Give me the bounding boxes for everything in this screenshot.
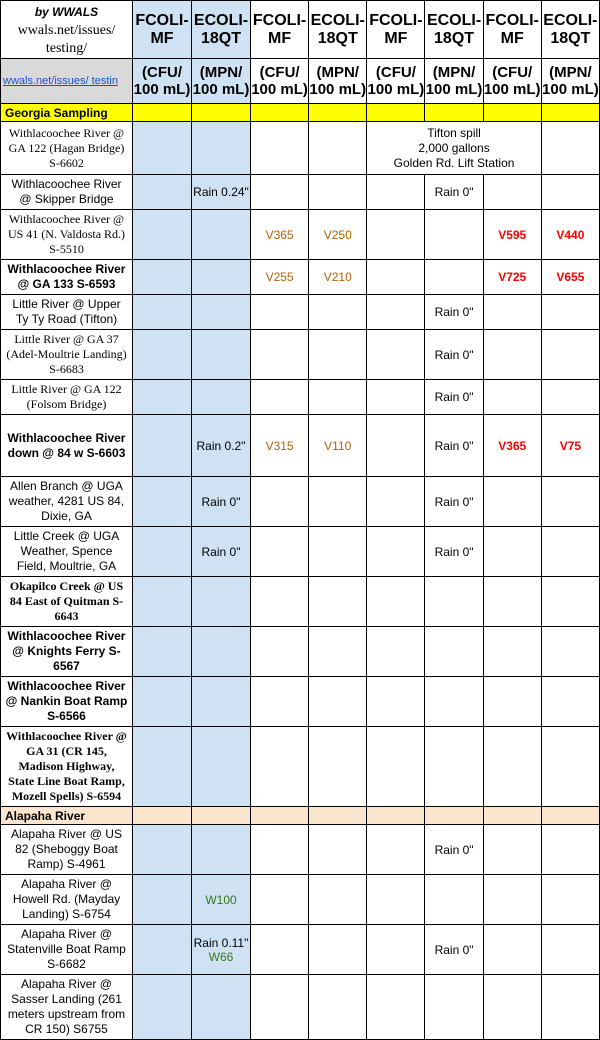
sample-value: V365	[265, 227, 294, 242]
value-cell	[133, 627, 192, 677]
col-header-1	[133, 1, 192, 59]
site-name: Withlacoochee River @ Knights Ferry S-6567	[1, 627, 133, 677]
value-cell	[251, 627, 309, 677]
value-cell	[251, 677, 309, 727]
col-header-6	[425, 1, 483, 59]
col-header-4	[309, 1, 367, 59]
value-cell	[133, 577, 192, 627]
col-label-7: FCOLI- MF	[485, 11, 539, 47]
value-cell	[483, 825, 541, 875]
table-row	[1, 627, 600, 677]
value-cell	[251, 577, 309, 627]
rain-value: Rain 0.2"	[196, 438, 246, 453]
value-cell	[192, 330, 251, 380]
value-cell	[192, 577, 251, 627]
value-cell	[192, 175, 251, 210]
value-cell	[133, 677, 192, 727]
rain-value: Rain 0"	[434, 544, 474, 559]
value-cell	[367, 477, 425, 527]
unit-3: (CFU/ 100 mL)	[251, 59, 309, 104]
value-cell	[192, 975, 251, 1040]
spill-note: Tifton spill 2,000 gallons Golden Rd. Lift Station	[367, 122, 541, 175]
value-cell	[541, 330, 599, 380]
table-row	[1, 677, 600, 727]
value-cell	[541, 415, 599, 477]
rain-value: Rain 0"	[434, 185, 474, 199]
site-name: Withlacoochee River @ Skipper Bridge	[1, 175, 133, 210]
value-cell	[425, 875, 483, 925]
url-line-1: wwals.net/issues/	[17, 23, 116, 38]
value-cell	[541, 825, 599, 875]
site-name: Withlacoochee River @ GA 31 (CR 145, Madison Highway, State Line Boat Ramp, Mozell Spells) S-6594	[1, 727, 133, 807]
value-cell	[133, 415, 192, 477]
table-row	[1, 330, 600, 380]
rain-value: Rain 0"	[201, 494, 241, 509]
value-cell	[309, 260, 367, 295]
value-cell	[251, 260, 309, 295]
value-cell	[541, 727, 599, 807]
value-cell	[251, 875, 309, 925]
value-cell	[251, 122, 309, 175]
site-name: Alapaha River @ Statenville Boat Ramp S-6682	[1, 925, 133, 975]
value-cell	[192, 627, 251, 677]
site-name: Alapaha River @ Sasser Landing (261 meters upstream from CR 150) S6755	[1, 975, 133, 1040]
value-cell	[251, 380, 309, 415]
value-cell	[133, 825, 192, 875]
sample-value: V250	[323, 227, 352, 242]
value-cell	[309, 210, 367, 260]
col-header-5	[367, 1, 425, 59]
sample-value: W100	[205, 892, 237, 907]
table-row	[1, 477, 600, 527]
value-cell	[192, 122, 251, 175]
value-cell	[425, 975, 483, 1040]
value-cell	[251, 415, 309, 477]
table-row	[1, 727, 600, 807]
col-label-2: ECOLI- 18QT	[193, 11, 249, 47]
by-wwals: by WWALS	[34, 5, 99, 19]
header-row	[1, 1, 600, 59]
value-cell	[483, 415, 541, 477]
value-cell	[483, 330, 541, 380]
value-cell	[367, 295, 425, 330]
table-row	[1, 875, 600, 925]
sample-value: V365	[498, 438, 527, 453]
value-cell	[483, 677, 541, 727]
value-cell	[251, 477, 309, 527]
value-cell	[367, 627, 425, 677]
section-georgia	[1, 104, 600, 122]
value-cell	[192, 925, 251, 975]
table-row	[1, 122, 600, 175]
value-cell	[541, 210, 599, 260]
col-header-8	[541, 1, 599, 59]
value-cell	[367, 210, 425, 260]
value-cell	[483, 975, 541, 1040]
value-cell	[192, 260, 251, 295]
table-row	[1, 415, 600, 477]
value-cell	[192, 210, 251, 260]
value-cell	[483, 175, 541, 210]
value-cell	[133, 727, 192, 807]
site-name: Withlacoochee River @ Nankin Boat Ramp S-6566	[1, 677, 133, 727]
col-header-2	[192, 1, 251, 59]
site-name: Withlacoochee River @ GA 122 (Hagan Bridge) S-6602	[1, 122, 133, 175]
value-cell	[541, 122, 599, 175]
value-cell	[309, 175, 367, 210]
value-cell	[251, 295, 309, 330]
value-cell	[483, 727, 541, 807]
value-cell	[309, 727, 367, 807]
value-cell	[367, 875, 425, 925]
rain-value: Rain 0"	[434, 305, 474, 319]
value-cell	[541, 925, 599, 975]
value-cell	[425, 415, 483, 477]
value-cell	[309, 295, 367, 330]
site-name: Okapilco Creek @ US 84 East of Quitman S-6643	[1, 577, 133, 627]
value-cell	[425, 295, 483, 330]
rain-value: Rain 0"	[434, 438, 474, 453]
value-cell	[192, 415, 251, 477]
value-cell	[192, 380, 251, 415]
value-cell	[309, 975, 367, 1040]
value-cell	[251, 925, 309, 975]
value-cell	[541, 975, 599, 1040]
value-cell	[133, 925, 192, 975]
value-cell	[309, 122, 367, 175]
value-cell	[251, 727, 309, 807]
unit-2: (MPN/ 100 mL)	[192, 59, 251, 104]
value-cell	[483, 477, 541, 527]
col-header-7	[483, 1, 541, 59]
rain-value: Rain 0"	[434, 390, 474, 404]
unit-5: (CFU/ 100 mL)	[367, 59, 425, 104]
value-cell	[133, 875, 192, 925]
value-cell	[251, 210, 309, 260]
value-cell	[541, 627, 599, 677]
value-cell	[367, 260, 425, 295]
sample-value: V255	[265, 270, 294, 284]
value-cell	[192, 677, 251, 727]
value-cell	[309, 925, 367, 975]
value-cell	[251, 527, 309, 577]
value-cell	[367, 577, 425, 627]
value-cell	[425, 175, 483, 210]
col-label-6: ECOLI- 18QT	[426, 11, 482, 47]
value-cell	[309, 577, 367, 627]
value-cell	[309, 380, 367, 415]
value-cell	[425, 527, 483, 577]
sample-value: W66	[208, 949, 234, 964]
value-cell	[367, 975, 425, 1040]
value-cell	[483, 925, 541, 975]
sample-value: V75	[559, 438, 582, 453]
value-cell	[425, 210, 483, 260]
value-cell	[425, 380, 483, 415]
value-cell	[483, 260, 541, 295]
alapaha-rows	[1, 825, 600, 1040]
sample-value: V725	[498, 270, 527, 284]
units-row	[1, 59, 600, 104]
value-cell	[192, 727, 251, 807]
col-label-1: FCOLI- MF	[135, 11, 189, 47]
value-cell	[251, 330, 309, 380]
unit-1: (CFU/ 100 mL)	[133, 59, 192, 104]
value-cell	[541, 175, 599, 210]
value-cell	[192, 477, 251, 527]
table-row	[1, 925, 600, 975]
value-cell	[425, 627, 483, 677]
value-cell	[309, 627, 367, 677]
value-cell	[425, 577, 483, 627]
table-row	[1, 577, 600, 627]
site-name: Allen Branch @ UGA weather, 4281 US 84, Dixie, GA	[1, 477, 133, 527]
value-cell	[483, 577, 541, 627]
value-cell	[425, 825, 483, 875]
georgia-rows	[1, 122, 600, 807]
value-cell	[425, 260, 483, 295]
value-cell	[483, 875, 541, 925]
site-name: Withlacoochee River down @ 84 w S-6603	[1, 415, 133, 477]
site-name: Alapaha River @ Howell Rd. (Mayday Landing) S-6754	[1, 875, 133, 925]
section-alapaha	[1, 807, 600, 825]
value-cell	[309, 477, 367, 527]
value-cell	[133, 295, 192, 330]
sample-value: V595	[498, 227, 527, 242]
sample-value: V440	[556, 227, 585, 242]
sample-value: V110	[324, 438, 352, 453]
value-cell	[133, 477, 192, 527]
rain-value: Rain 0.24"	[193, 185, 249, 199]
value-cell	[251, 175, 309, 210]
col-label-3: FCOLI- MF	[252, 11, 307, 47]
value-cell	[133, 330, 192, 380]
section-label-georgia: Georgia Sampling	[1, 104, 133, 122]
table-row	[1, 260, 600, 295]
value-cell	[251, 975, 309, 1040]
value-cell	[483, 380, 541, 415]
value-cell	[367, 415, 425, 477]
unit-4: (MPN/ 100 mL)	[309, 59, 367, 104]
rain-value: Rain 0"	[434, 494, 474, 509]
value-cell	[309, 330, 367, 380]
value-cell	[541, 295, 599, 330]
site-name: Withlacoochee River @ GA 133 S-6593	[1, 260, 133, 295]
value-cell	[133, 975, 192, 1040]
site-name: Withlacoochee River @ US 41 (N. Valdosta Rd.) S-5510	[1, 210, 133, 260]
sample-value: V210	[323, 270, 352, 284]
value-cell	[367, 925, 425, 975]
col-label-8: ECOLI- 18QT	[543, 11, 598, 47]
table-row	[1, 527, 600, 577]
value-cell	[309, 825, 367, 875]
url-line-2: testing/	[45, 41, 88, 56]
site-name: Little River @ GA 122 (Folsom Bridge)	[1, 380, 133, 415]
site-name: Little River @ Upper Ty Ty Road (Tifton)	[1, 295, 133, 330]
value-cell	[192, 527, 251, 577]
value-cell	[425, 677, 483, 727]
value-cell	[541, 380, 599, 415]
value-cell	[541, 677, 599, 727]
site-name: Little Creek @ UGA Weather, Spence Field, Moultrie, GA	[1, 527, 133, 577]
value-cell	[367, 677, 425, 727]
value-cell	[367, 825, 425, 875]
value-cell	[483, 627, 541, 677]
value-cell	[192, 295, 251, 330]
table-row	[1, 175, 600, 210]
value-cell	[133, 210, 192, 260]
col-label-5: FCOLI- MF	[369, 11, 423, 47]
rain-value: Rain 0"	[434, 942, 474, 957]
value-cell	[541, 577, 599, 627]
site-name: Alapaha River @ US 82 (Sheboggy Boat Ramp) S-4961	[1, 825, 133, 875]
value-cell	[133, 260, 192, 295]
value-cell	[367, 380, 425, 415]
table-row	[1, 210, 600, 260]
site-name: Little River @ GA 37 (Adel-Moultrie Landing) S-6683	[1, 330, 133, 380]
value-cell	[133, 122, 192, 175]
value-cell	[367, 175, 425, 210]
unit-8: (MPN/ 100 mL)	[541, 59, 599, 104]
value-cell	[367, 727, 425, 807]
header-title-cell	[1, 1, 133, 59]
value-cell	[309, 875, 367, 925]
value-cell	[133, 175, 192, 210]
value-cell	[425, 727, 483, 807]
value-cell	[425, 925, 483, 975]
rain-value: Rain 0.11"	[193, 935, 249, 950]
table-row	[1, 825, 600, 875]
table-row	[1, 380, 600, 415]
value-cell	[192, 825, 251, 875]
value-cell	[251, 825, 309, 875]
unit-6: (MPN/ 100 mL)	[425, 59, 483, 104]
value-cell	[133, 527, 192, 577]
col-label-4: ECOLI- 18QT	[310, 11, 365, 47]
unit-7: (CFU/ 100 mL)	[483, 59, 541, 104]
sample-value: V655	[556, 270, 585, 284]
rain-value: Rain 0"	[201, 544, 241, 559]
value-cell	[541, 875, 599, 925]
value-cell	[309, 415, 367, 477]
value-cell	[425, 330, 483, 380]
section-label-alapaha: Alapaha River	[1, 807, 133, 825]
value-cell	[483, 527, 541, 577]
col-header-3	[251, 1, 309, 59]
value-cell	[309, 527, 367, 577]
wwals-link[interactable]: wwals.net/issues/ testin	[1, 59, 133, 104]
value-cell	[541, 477, 599, 527]
value-cell	[367, 527, 425, 577]
value-cell	[309, 677, 367, 727]
value-cell	[367, 330, 425, 380]
value-cell	[541, 260, 599, 295]
value-cell	[483, 210, 541, 260]
table-row	[1, 295, 600, 330]
table-row	[1, 975, 600, 1040]
sample-value: V315	[265, 438, 294, 453]
rain-value: Rain 0"	[434, 347, 474, 362]
value-cell	[133, 380, 192, 415]
rain-value: Rain 0"	[434, 842, 474, 857]
value-cell	[541, 527, 599, 577]
value-cell	[192, 875, 251, 925]
value-cell	[483, 295, 541, 330]
value-cell	[425, 477, 483, 527]
